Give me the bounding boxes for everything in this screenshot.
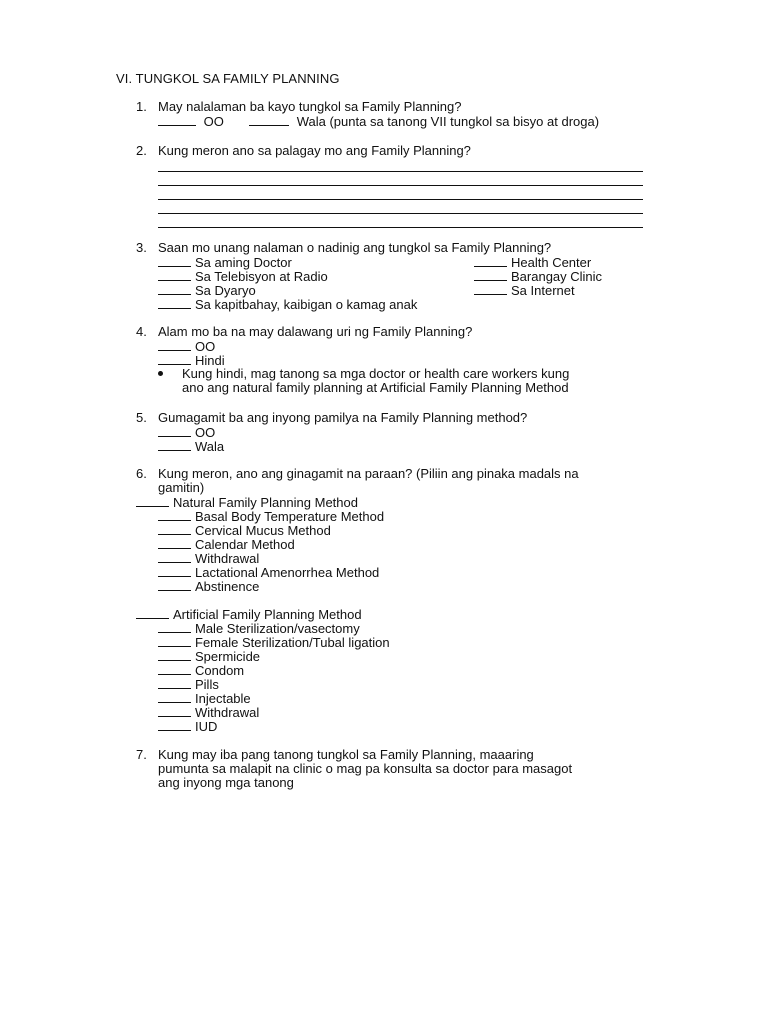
answer-blank-no[interactable] <box>158 439 191 451</box>
answer-blank[interactable] <box>158 635 191 647</box>
answer-blank[interactable] <box>158 509 191 521</box>
answer-blank[interactable] <box>158 719 191 731</box>
question-7: 7. Kung may iba pang tanong tungkol sa Family Planning, maaaring pumunta sa malapit na clinic o mag pa konsulta sa doctor para masagot ang inyong mga tanong <box>136 748 656 790</box>
answer-blank-yes[interactable] <box>158 339 191 351</box>
option-item: Condom <box>158 663 656 677</box>
closing-text: Kung may iba pang tanong tungkol sa Family Planning, maaaring <box>158 747 534 762</box>
answer-line[interactable] <box>158 186 643 200</box>
answer-blank[interactable] <box>158 649 191 661</box>
answer-line[interactable] <box>158 158 643 172</box>
answer-blank[interactable] <box>158 663 191 675</box>
answer-blank[interactable] <box>158 255 191 267</box>
question-text: Kung meron ano sa palagay mo ang Family Planning? <box>158 143 471 158</box>
option-item: Male Sterilization/vasectomy <box>158 621 656 635</box>
section-title: VI. TUNGKOL SA FAMILY PLANNING <box>116 71 340 86</box>
answer-blank[interactable] <box>474 269 507 281</box>
answer-blank-yes[interactable] <box>158 114 196 126</box>
option-yes: OO <box>203 114 224 129</box>
answer-blank[interactable] <box>158 621 191 633</box>
option-item: Sa Dyaryo <box>158 283 656 297</box>
natural-method-option: Natural Family Planning Method <box>136 495 656 509</box>
question-number: 2. <box>136 143 147 158</box>
option-item: IUD <box>158 719 656 733</box>
question-number: 1. <box>136 99 147 114</box>
option-item: Abstinence <box>158 579 656 593</box>
option-item: Health Center <box>474 255 602 269</box>
answer-blank[interactable] <box>474 283 507 295</box>
artificial-method-option: Artificial Family Planning Method <box>136 607 656 621</box>
question-1 <box>136 100 656 128</box>
answer-blank[interactable] <box>158 269 191 281</box>
answer-blank[interactable] <box>136 495 169 507</box>
bullet-icon <box>158 371 163 376</box>
answer-blank[interactable] <box>158 565 191 577</box>
answer-blank[interactable] <box>158 677 191 689</box>
answer-blank[interactable] <box>158 297 191 309</box>
question-number: 3. <box>136 240 147 255</box>
question-text: Gumagamit ba ang inyong pamilya na Family Planning method? <box>158 410 528 425</box>
answer-blank[interactable] <box>158 283 191 295</box>
option-item: Wala <box>158 439 656 453</box>
answer-blank[interactable] <box>158 537 191 549</box>
option-item: Pills <box>158 677 656 691</box>
question-text: Kung meron, ano ang ginagamit na paraan? (Piliin ang pinaka madals na <box>158 466 579 481</box>
question-text: Alam mo ba na may dalawang uri ng Family Planning? <box>158 324 473 339</box>
answer-blank-yes[interactable] <box>158 425 191 437</box>
option-item: Sa Internet <box>474 283 602 297</box>
option-item: OO <box>158 339 656 353</box>
option-item: Withdrawal <box>158 551 656 565</box>
option-item: Hindi <box>158 353 656 367</box>
option-item: Barangay Clinic <box>474 269 602 283</box>
question-number: 4. <box>136 324 147 339</box>
question-text: Saan mo unang nalaman o nadinig ang tungkol sa Family Planning? <box>158 240 552 255</box>
answer-blank[interactable] <box>158 523 191 535</box>
question-3 <box>136 241 656 311</box>
answer-line[interactable] <box>158 214 643 228</box>
option-item: Injectable <box>158 691 656 705</box>
option-item: Female Sterilization/Tubal ligation <box>158 635 656 649</box>
answer-blank[interactable] <box>136 607 169 619</box>
note-bullet: Kung hindi, mag tanong sa mga doctor or health care workers kung ano ang natural family planning at Artificial Family Planning Method <box>182 367 652 395</box>
answer-line[interactable] <box>158 200 643 214</box>
option-item: OO <box>158 425 656 439</box>
answer-blank[interactable] <box>474 255 507 267</box>
options-right <box>474 255 602 297</box>
answer-line[interactable] <box>158 172 643 186</box>
answer-blank-no[interactable] <box>249 114 289 126</box>
option-no: Wala (punta sa tanong VII tungkol sa bisyo at droga) <box>296 114 600 129</box>
option-item: Withdrawal <box>158 705 656 719</box>
option-item: Basal Body Temperature Method <box>158 509 656 523</box>
question-number: 6. <box>136 466 147 481</box>
answer-blank-no[interactable] <box>158 353 191 365</box>
option-item: Sa kapitbahay, kaibigan o kamag anak <box>158 297 656 311</box>
option-item: Sa aming Doctor <box>158 255 656 269</box>
option-item: Spermicide <box>158 649 656 663</box>
natural-methods-list <box>158 509 656 593</box>
option-item: Cervical Mucus Method <box>158 523 656 537</box>
question-2 <box>136 144 656 228</box>
question-6: 6. Kung meron, ano ang ginagamit na paraan? (Piliin ang pinaka madals na gamitin) Natural Family Planning Method Basal Body Temperature Method Cervical Mucus Method Calendar Method Withdrawal Lactational Amenorrhea Method Abstinence Artificial Family Planning Method Male Sterilization/vasectomy Female Sterilization/Tubal ligation Spermicide Condom Pills Injectable Withdrawal IUD <box>136 467 656 733</box>
option-item: Sa Telebisyon at Radio <box>158 269 656 283</box>
option-item: Calendar Method <box>158 537 656 551</box>
question-text: May nalalaman ba kayo tungkol sa Family Planning? <box>158 99 462 114</box>
answer-blank[interactable] <box>158 705 191 717</box>
question-5 <box>136 411 656 453</box>
artificial-methods-list <box>158 621 656 733</box>
answer-blank[interactable] <box>158 579 191 591</box>
option-item: Lactational Amenorrhea Method <box>158 565 656 579</box>
question-number: 5. <box>136 410 147 425</box>
question-4 <box>136 325 656 395</box>
answer-lines[interactable] <box>158 158 643 228</box>
question-number: 7. <box>136 747 147 762</box>
answer-blank[interactable] <box>158 691 191 703</box>
answer-blank[interactable] <box>158 551 191 563</box>
